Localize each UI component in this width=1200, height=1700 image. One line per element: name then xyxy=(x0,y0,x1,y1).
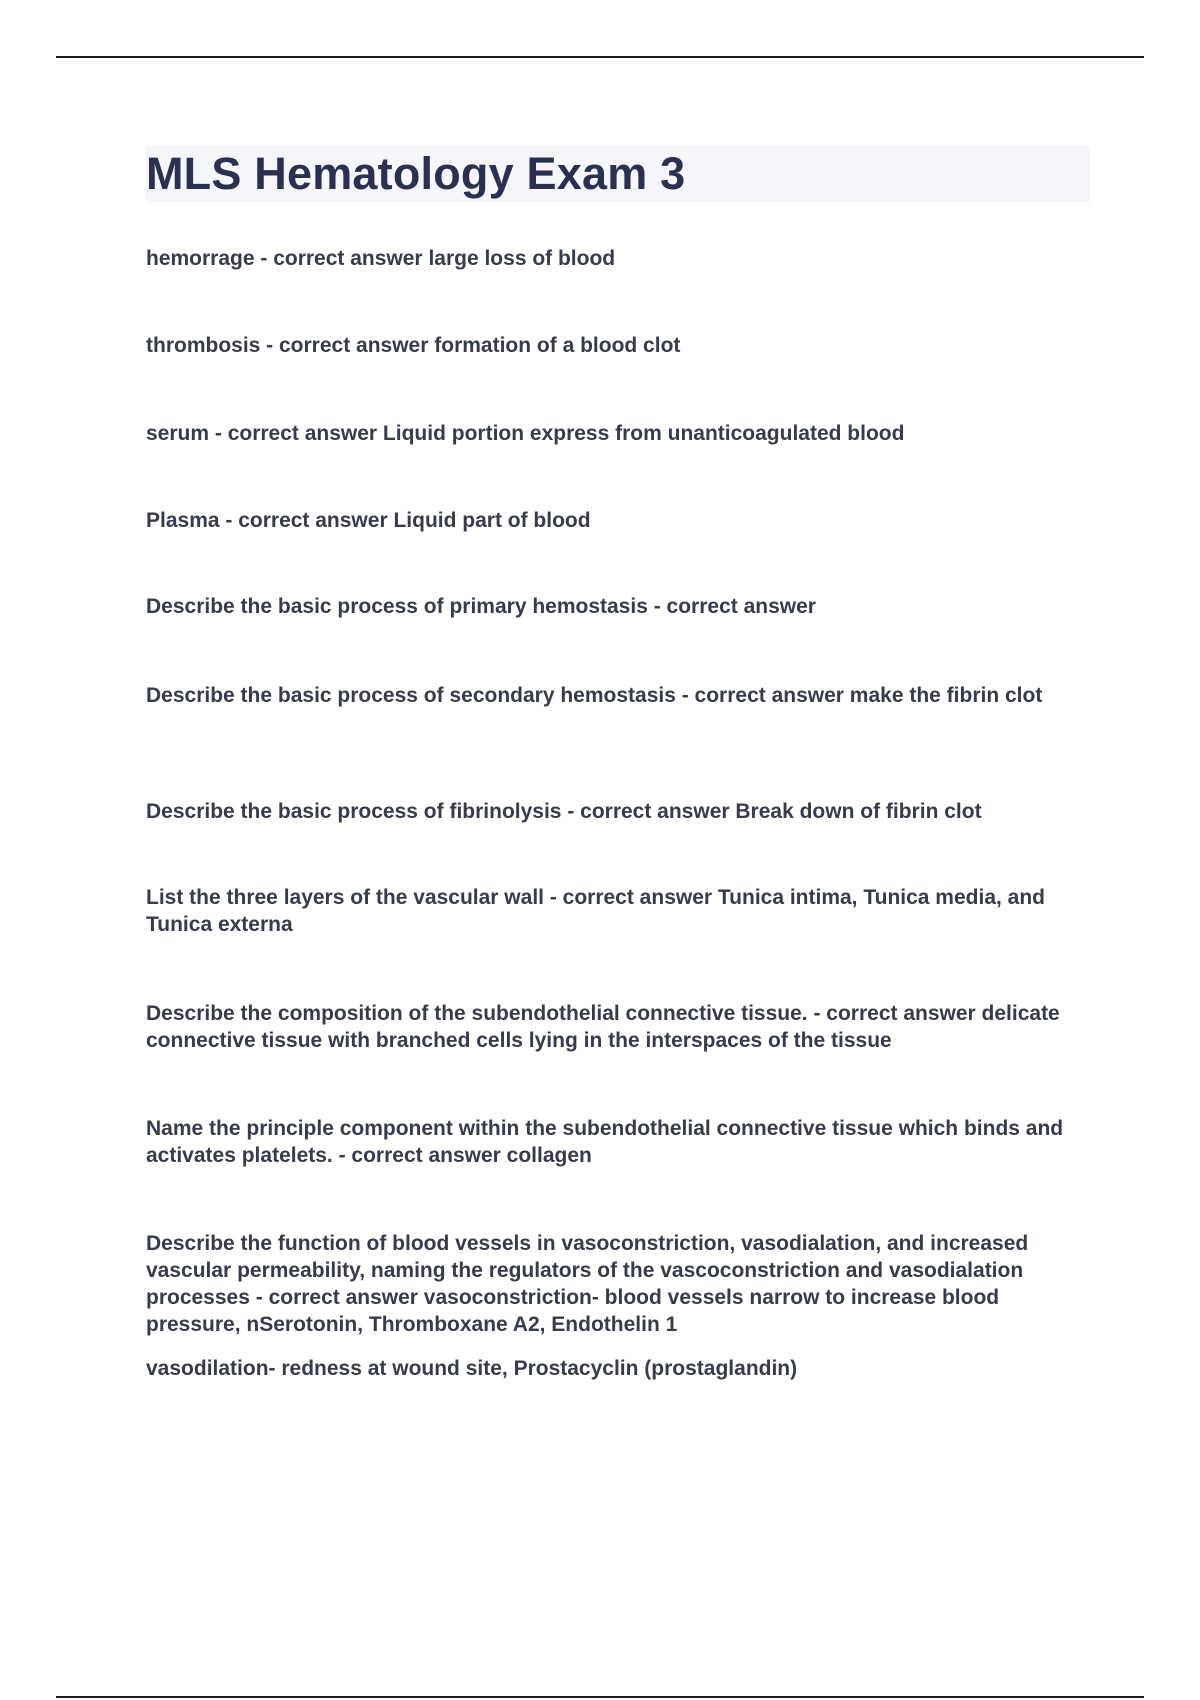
header-rule xyxy=(56,56,1144,58)
qa-entry-thrombosis: thrombosis - correct answer formation of a blood clot xyxy=(146,334,681,357)
qa-entry-plasma: Plasma - correct answer Liquid part of blood xyxy=(146,509,591,532)
qa-entry-vasoconstriction: Describe the function of blood vessels in vasoconstriction, vasodialation, and increased vascular permeability, naming the regulators of the vascoconstriction and vasodialation processes - correct answer vasoconstriction- blood vessels narrow to increase blood pressure, nSerotonin, Thromboxane A2, Endothelin 1 xyxy=(146,1232,1029,1336)
qa-entry-primary-hemostasis: Describe the basic process of primary hemostasis - correct answer xyxy=(146,595,816,618)
footer-rule xyxy=(56,1696,1144,1698)
document-title: MLS Hematology Exam 3 xyxy=(146,148,686,199)
qa-entry-vasodilation: vasodilation- redness at wound site, Prostacyclin (prostaglandin) xyxy=(146,1357,798,1380)
qa-entry-serum: serum - correct answer Liquid portion express from unanticoagulated blood xyxy=(146,422,905,445)
qa-entry-subendothelial-composition: Describe the composition of the subendothelial connective tissue. - correct answer delicate connective tissue with branched cells lying in the interspaces of the tissue xyxy=(146,1002,1060,1052)
qa-entry-fibrinolysis: Describe the basic process of fibrinolysis - correct answer Break down of fibrin clot xyxy=(146,800,982,823)
qa-entry-hemorrage: hemorrage - correct answer large loss of blood xyxy=(146,247,616,270)
qa-entry-secondary-hemostasis: Describe the basic process of secondary hemostasis - correct answer make the fibrin clot xyxy=(146,684,1043,707)
qa-entry-collagen: Name the principle component within the subendothelial connective tissue which binds and activates platelets. - correct answer collagen xyxy=(146,1117,1064,1167)
qa-entry-vascular-layers: List the three layers of the vascular wall - correct answer Tunica intima, Tunica media, and Tunica externa xyxy=(146,886,1046,936)
